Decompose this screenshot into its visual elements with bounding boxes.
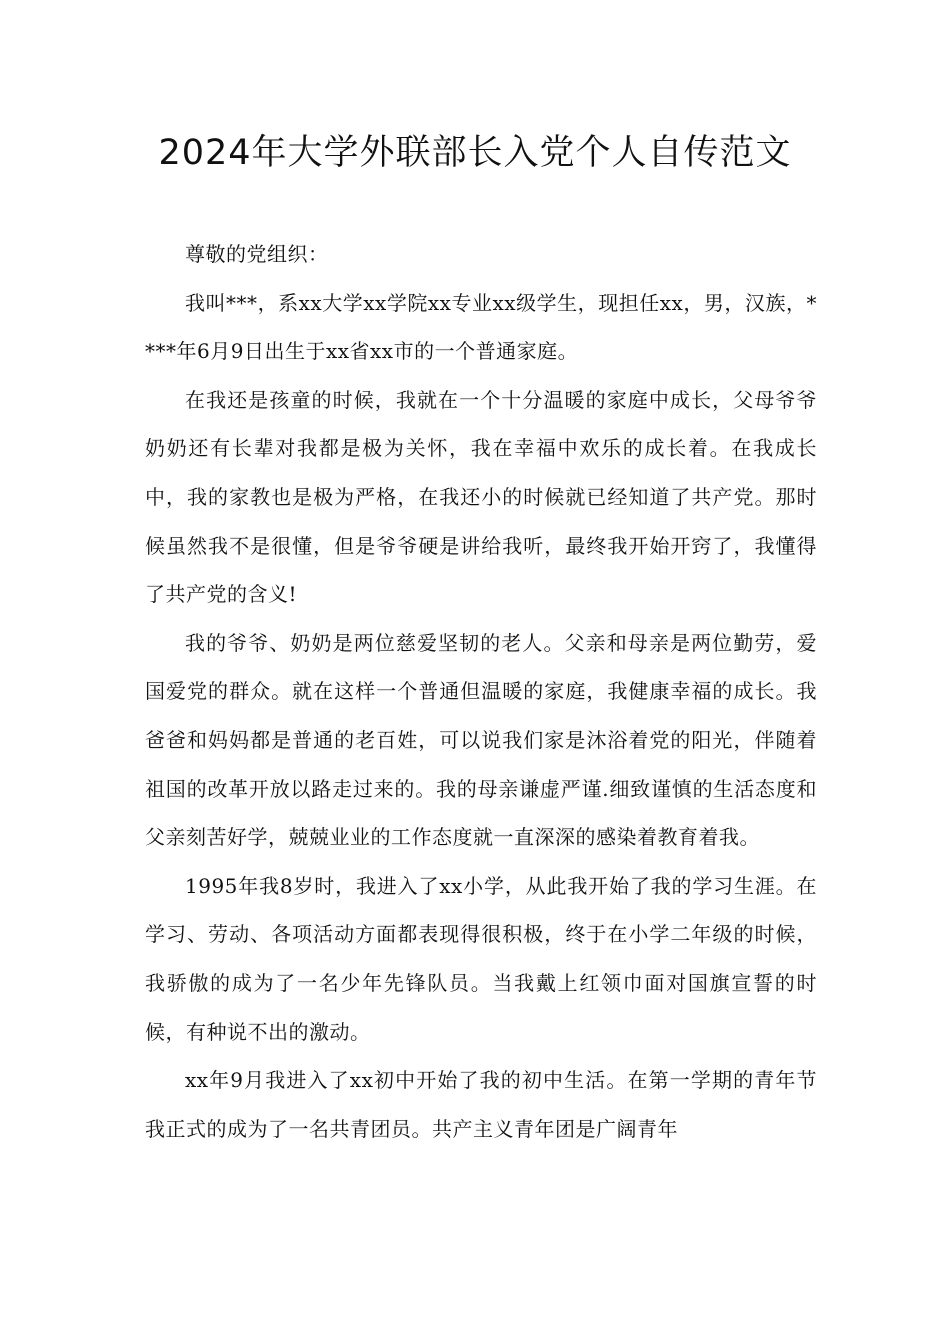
paragraph-primary-school: 1995年我8岁时，我进入了xx小学，从此我开始了我的学习生涯。在学习、劳动、各项活动方面都表现得很积极，终于在小学二年级的时候，我骄傲的成为了一名少年先锋队员。当我戴上红领巾面对国旗宣誓的时候，有种说不出的激动。 <box>145 873 817 1044</box>
paragraph-middle-school: xx年9月我进入了xx初中开始了我的初中生活。在第一学期的青年节我正式的成为了一名共青团员。共产主义青年团是广阔青年 <box>145 1068 817 1141</box>
paragraph-family: 我的爷爷、奶奶是两位慈爱坚韧的老人。父亲和母亲是两位勤劳，爱国爱党的群众。就在这样一个普通但温暖的家庭，我健康幸福的成长。我爸爸和妈妈都是普通的老百姓，可以说我们家是沐浴着党的阳光，伴随着祖国的改革开放以路走过来的。我的母亲谦虚严谨.细致谨慎的生活态度和父亲刻苦好学，兢兢业业的工作态度就一直深深的感染着教育着我。 <box>145 630 817 850</box>
document-title: 2024年大学外联部长入党个人自传范文 <box>158 133 792 173</box>
paragraph-salutation: 尊敬的党组织： <box>185 242 329 266</box>
paragraph-introduction: 我叫***，系xx大学xx学院xx专业xx级学生，现担任xx，男，汉族，****年6月9日出生于xx省xx市的一个普通家庭。 <box>145 290 817 364</box>
paragraph-childhood: 在我还是孩童的时候，我就在一个十分温暖的家庭中成长，父母爷爷奶奶还有长辈对我都是极为关怀，我在幸福中欢乐的成长着。在我成长中，我的家教也是极为严格，在我还小的时候就已经知道了共产党。那时候虽然我不是很懂，但是爷爷硬是讲给我听，最终我开始开窍了，我懂得了共产党的含义! <box>145 387 817 607</box>
document-body <box>145 230 817 1153</box>
